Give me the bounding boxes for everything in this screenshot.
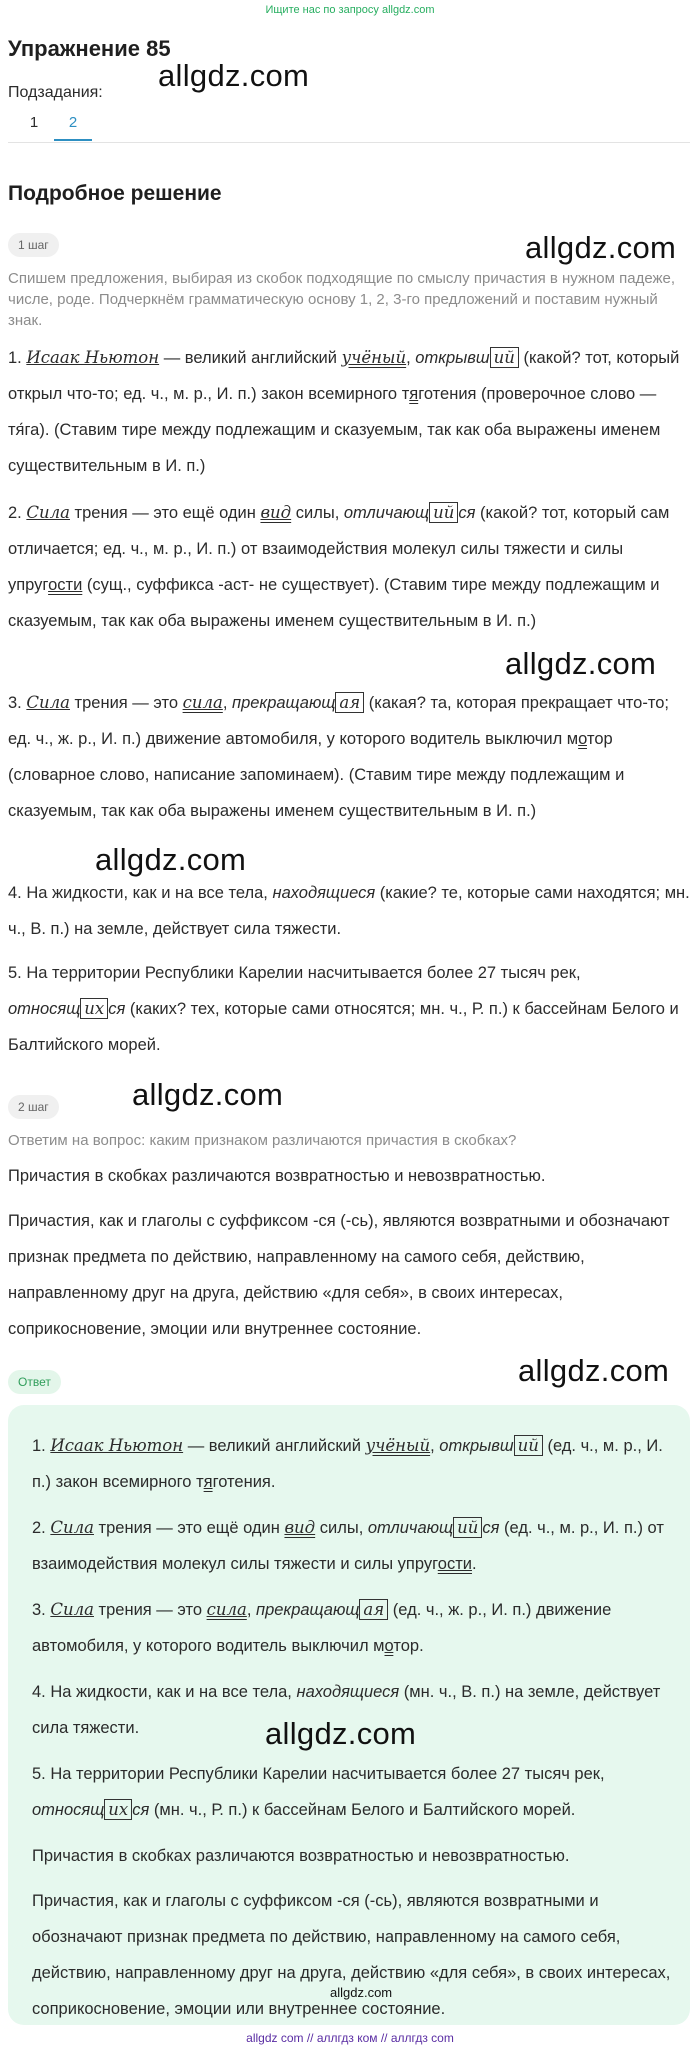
watermark-logo: allgdz.com — [132, 1077, 284, 1112]
watermark-logo-small: allgdz.com — [330, 1985, 393, 2000]
watermark-logo: allgdz.com — [158, 58, 310, 93]
predicate-underline: сила — [206, 1600, 247, 1619]
watermark-logo: allgdz.com — [95, 842, 247, 877]
subject-underline: Исаак Ньютон — [50, 1436, 184, 1455]
answer-badge: Ответ — [8, 1370, 61, 1394]
answer-sentence-5: 5. На территории Республики Карелии насчитывается более 27 тысяч рек, относящ их ся (мн. ч., Р. п.) к бассейнам Белого и Балтийского морей. — [32, 1765, 605, 1819]
subtask-tabs — [8, 108, 690, 143]
watermark-logo: allgdz.com — [525, 230, 677, 265]
tab-subtask-2[interactable]: 2 — [68, 114, 78, 131]
vowel-mark: я — [203, 1473, 213, 1491]
answer-sentence-4: 4. На жидкости, как и на все тела, находящиеся (мн. ч., В. п.) на земле, действует сила тяжести. — [32, 1683, 661, 1737]
predicate-underline: сила — [182, 693, 223, 712]
vowel-mark: я — [409, 385, 419, 403]
step-1-intro: Спишем предложения, выбирая из скобок подходящие по смыслу причастия в нужном падеже, числе, роде. Подчеркнём грамматическую основу 1, 2, 3-го предложений и поставим нужный знак. — [8, 270, 676, 329]
ending-box: ая — [335, 692, 364, 713]
step-1-sentence-4: 4. На жидкости, как и на все тела, находящиеся (какие? те, которые сами находятся; мн. ч., В. п.) на земле, действует сила тяжести. — [8, 884, 690, 938]
subject-underline: Исаак Ньютон — [26, 348, 160, 367]
predicate-underline: вид — [284, 1518, 316, 1537]
active-tab-indicator — [54, 139, 92, 141]
ending-box: ий — [429, 502, 458, 523]
tab-subtask-1[interactable]: 1 — [29, 114, 39, 131]
step-1-sentence-1: 1. Исаак Ньютон — великий английский учёный, открывш ий (какой? тот, который открыл что-то; ед. ч., м. р., И. п.) закон всемирного тяготения (проверочное слово — тя́га). (Ставим тире между подлежащим и сказуемым, так как оба выражены именем существительным в И. п.) — [8, 348, 680, 475]
step-2-paragraph-1: Причастия в скобках различаются возвратностью и невозвратностью. — [8, 1167, 546, 1185]
subject-underline: Сила — [50, 1518, 94, 1537]
predicate-underline: учёный — [365, 1436, 431, 1455]
suffix-mark: ости — [48, 576, 83, 594]
ending-box: ая — [359, 1599, 388, 1620]
page-title: Упражнение 85 — [8, 36, 171, 61]
watermark-logo: allgdz.com — [518, 1353, 670, 1388]
vowel-mark: о — [578, 730, 587, 748]
suffix-mark: ости — [437, 1555, 472, 1573]
predicate-underline: учёный — [341, 348, 407, 367]
ending-box: ий — [453, 1517, 482, 1538]
vowel-mark: о — [384, 1637, 394, 1655]
subtasks-label: Подзадания: — [8, 84, 103, 101]
answer-sentence-2: 2. Сила трения — это ещё один вид силы, отличающ ий ся (ед. ч., м. р., И. п.) от взаимодействия молекул силы тяжести и силы упругости. — [32, 1518, 664, 1573]
answer-sentence-1: 1. Исаак Ньютон — великий английский учёный, открывш ий (ед. ч., м. р., И. п.) закон всемирного тяготения. — [32, 1436, 663, 1491]
answer-sentence-3: 3. Сила трения — это сила, прекращающ ая (ед. ч., ж. р., И. п.) движение автомобиля, у которого водитель выключил мотор. — [32, 1600, 612, 1655]
step-2-badge: 2 шаг — [8, 1095, 59, 1119]
footer-links[interactable]: allgdz com // аллгдз ком // аллгдз com — [246, 2031, 454, 2045]
watermark-logo: allgdz.com — [265, 1716, 417, 1751]
subject-underline: Сила — [50, 1600, 94, 1619]
predicate-underline: вид — [260, 503, 292, 522]
answer-paragraph-2: Причастия, как и глаголы с суффиксом -ся (-сь), являются возвратными и обозначают признак предмета по действию, направленному на самого себя, действию, направленному друг на друга, действию «для себя», в своих интересах, соприкосновение, эмоции или внутреннее состояние. — [32, 1892, 671, 2018]
step-1-sentence-3: 3. Сила трения — это сила, прекращающ ая (какая? та, которая прекращает что-то; ед. ч., ж. р., И. п.) движение автомобиля, у которого водитель выключил мотор (словарное слово, написание запоминаем). (Ставим тире между подлежащим и сказуемым, так как оба выражены именем существительным в И. п.) — [8, 693, 669, 820]
subject-underline: Сила — [26, 693, 70, 712]
subject-underline: Сила — [26, 503, 70, 522]
step-1-sentence-5: 5. На территории Республики Карелии насчитывается более 27 тысяч рек, относящ их ся (каких? тех, которые сами относятся; мн. ч., Р. п.) к бассейнам Белого и Балтийского морей. — [8, 964, 679, 1054]
step-1-sentence-2: 2. Сила трения — это ещё один вид силы, отличающ ий ся (какой? тот, который сам отличается; ед. ч., м. р., И. п.) от взаимодействия молекул силы тяжести и силы упругости (сущ., суффикса -аст- не существует). (Ставим тире между подлежащим и сказуемым, так как оба выражены именем существительным в И. п.) — [8, 503, 670, 630]
ending-box: их — [80, 998, 108, 1019]
ending-box: ий — [514, 1435, 543, 1456]
solution-title: Подробное решение — [8, 182, 222, 205]
watermark-logo: allgdz.com — [505, 646, 657, 681]
step-1-badge: 1 шаг — [8, 233, 59, 257]
step-2-intro: Ответим на вопрос: каким признаком различаются причастия в скобках? — [8, 1132, 517, 1149]
top-banner[interactable]: Ищите нас по запросу allgdz.com — [265, 4, 435, 16]
step-2-paragraph-2: Причастия, как и глаголы с суффиксом -ся (-сь), являются возвратными и обозначают признак предмета по действию, направленному на самого себя, действию, направленному друг на друга, действию «для себя», в своих интересах, соприкосновение, эмоции или внутреннее состояние. — [8, 1212, 670, 1338]
ending-box: ий — [490, 347, 519, 368]
answer-paragraph-1: Причастия в скобках различаются возвратностью и невозвратностью. — [32, 1847, 570, 1865]
ending-box: их — [104, 1799, 132, 1820]
